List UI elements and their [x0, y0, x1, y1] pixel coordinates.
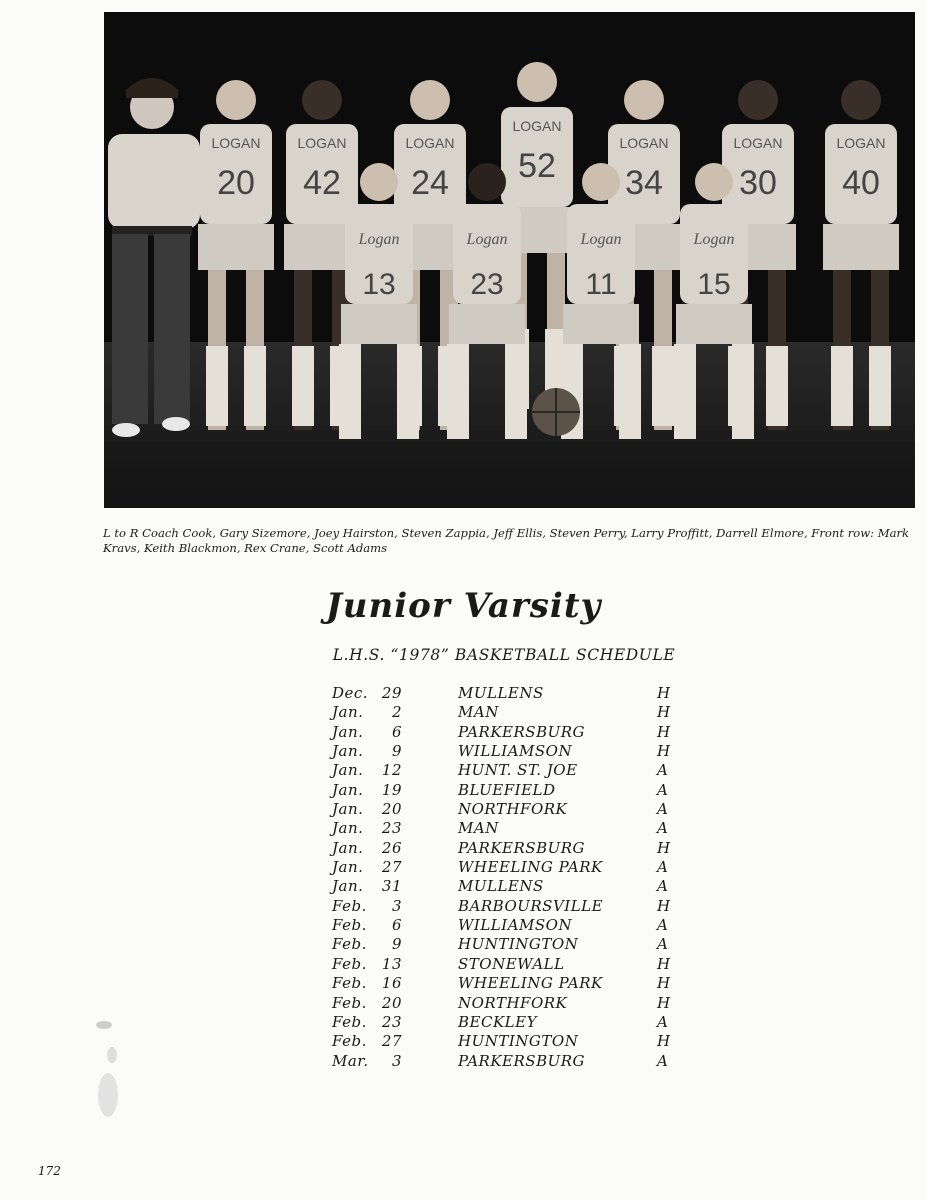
jersey-text: LOGAN	[619, 135, 669, 151]
game-opponent: PARKERSBURG	[458, 838, 586, 857]
game-month: Feb.	[332, 1032, 367, 1051]
jersey-number: 34	[625, 164, 663, 202]
jersey-text: Logan	[580, 231, 622, 248]
jersey-text: Logan	[358, 231, 400, 248]
game-month: Feb.	[332, 896, 367, 915]
game-location: A	[657, 819, 669, 838]
game-location: A	[657, 1051, 669, 1070]
basketball	[532, 388, 580, 436]
game-day: 9	[391, 742, 402, 761]
game-opponent: WHEELING PARK	[458, 858, 603, 877]
jersey-text: Logan	[693, 231, 735, 248]
game-opponent: NORTHFORK	[458, 800, 568, 819]
game-location: A	[657, 935, 669, 954]
game-month: Jan.	[332, 819, 364, 838]
jersey-number: 23	[470, 268, 504, 301]
jersey-text: LOGAN	[512, 118, 562, 134]
game-month: Jan.	[332, 800, 364, 819]
schedule-row	[330, 800, 690, 819]
schedule-row	[330, 916, 690, 935]
page-number: 172	[38, 1164, 61, 1178]
game-opponent: MULLENS	[458, 877, 544, 896]
jersey-number: 30	[739, 164, 777, 202]
game-opponent: HUNTINGTON	[458, 1032, 579, 1051]
game-location: A	[657, 780, 669, 799]
schedule-row	[330, 897, 690, 916]
game-day: 9	[391, 935, 402, 954]
game-day: 19	[381, 780, 402, 799]
jersey-number: 13	[362, 268, 396, 301]
jersey-number: 24	[411, 164, 449, 202]
schedule-row	[330, 819, 690, 838]
schedule-table	[330, 684, 690, 1071]
game-day: 31	[381, 877, 402, 896]
game-month: Jan.	[332, 722, 364, 741]
jersey-text: LOGAN	[733, 135, 783, 151]
game-location: A	[657, 877, 669, 896]
jersey-number: 20	[217, 164, 255, 202]
game-opponent: WILLIAMSON	[458, 916, 573, 935]
schedule-row	[330, 761, 690, 780]
game-location: H	[657, 722, 671, 741]
game-location: H	[657, 993, 671, 1012]
game-opponent: BECKLEY	[458, 1012, 537, 1031]
game-opponent: HUNT. ST. JOE	[458, 761, 578, 780]
game-month: Jan.	[332, 703, 364, 722]
schedule-row	[330, 742, 690, 761]
game-opponent: NORTHFORK	[458, 993, 568, 1012]
game-opponent: BARBOURSVILLE	[458, 896, 604, 915]
game-day: 12	[381, 761, 402, 780]
game-month: Jan.	[332, 877, 364, 896]
game-location: H	[657, 974, 671, 993]
schedule-heading: L.H.S. “1978” BASKETBALL SCHEDULE	[332, 646, 676, 664]
game-location: H	[657, 1032, 671, 1051]
page-smudge	[90, 1015, 130, 1130]
jersey-number: 42	[303, 164, 341, 202]
game-day: 6	[391, 722, 402, 741]
schedule-row	[330, 935, 690, 954]
schedule-row	[330, 1032, 690, 1051]
game-day: 23	[381, 819, 402, 838]
team-photo	[104, 12, 915, 508]
schedule-row	[330, 994, 690, 1013]
game-opponent: STONEWALL	[458, 954, 565, 973]
game-location: A	[657, 1012, 669, 1031]
jersey-text: LOGAN	[836, 135, 886, 151]
jersey-text: LOGAN	[405, 135, 455, 151]
jersey-text: LOGAN	[211, 135, 261, 151]
page-title: Junior Varsity	[325, 586, 602, 626]
game-month: Feb.	[332, 993, 367, 1012]
game-day: 29	[381, 684, 402, 702]
game-month: Jan.	[332, 761, 364, 780]
game-location: A	[657, 916, 669, 935]
game-opponent: WILLIAMSON	[458, 742, 573, 761]
game-location: A	[657, 858, 669, 877]
game-day: 27	[381, 858, 402, 877]
jersey-text: Logan	[466, 231, 508, 248]
game-opponent: MULLENS	[458, 684, 544, 702]
game-month: Mar.	[332, 1051, 369, 1070]
game-month: Jan.	[332, 742, 364, 761]
game-location: H	[657, 954, 671, 973]
photo-caption: L to R Coach Cook, Gary Sizemore, Joey Hairston, Steven Zappia, Jeff Ellis, Steven Perry, Larry Proffitt, Darrell Elmore, Front row: Mark Kravs, Keith Blackmon, Rex Crane, Scott Adams	[103, 526, 910, 555]
game-day: 27	[381, 1032, 402, 1051]
game-day: 13	[381, 954, 402, 973]
schedule-row	[330, 703, 690, 722]
game-opponent: BLUEFIELD	[458, 780, 556, 799]
game-opponent: WHEELING PARK	[458, 974, 603, 993]
schedule-row	[330, 839, 690, 858]
game-month: Feb.	[332, 1012, 367, 1031]
game-month: Feb.	[332, 935, 367, 954]
game-month: Jan.	[332, 780, 364, 799]
schedule-row	[330, 974, 690, 993]
game-day: 3	[391, 896, 402, 915]
game-day: 3	[391, 1051, 402, 1070]
game-location: H	[657, 684, 671, 702]
game-day: 16	[381, 974, 402, 993]
game-opponent: HUNTINGTON	[458, 935, 579, 954]
game-opponent: MAN	[458, 703, 499, 722]
game-opponent: MAN	[458, 819, 499, 838]
schedule-row	[330, 781, 690, 800]
schedule-row	[330, 877, 690, 896]
game-month: Feb.	[332, 916, 367, 935]
game-month: Jan.	[332, 838, 364, 857]
game-day: 20	[381, 993, 402, 1012]
game-location: H	[657, 896, 671, 915]
jersey-text: LOGAN	[297, 135, 347, 151]
jersey-number: 11	[585, 268, 617, 301]
game-day: 6	[391, 916, 402, 935]
schedule-row	[330, 858, 690, 877]
game-location: H	[657, 703, 671, 722]
game-location: H	[657, 838, 671, 857]
game-month: Jan.	[332, 858, 364, 877]
schedule-row	[330, 723, 690, 742]
jersey-number: 40	[842, 164, 880, 202]
game-day: 20	[381, 800, 402, 819]
game-location: H	[657, 742, 671, 761]
game-day: 23	[381, 1012, 402, 1031]
game-month: Feb.	[332, 974, 367, 993]
schedule-row	[330, 1052, 690, 1071]
game-opponent: PARKERSBURG	[458, 1051, 586, 1070]
game-day: 2	[391, 703, 402, 722]
game-day: 26	[381, 838, 402, 857]
game-location: A	[657, 761, 669, 780]
game-month: Feb.	[332, 954, 367, 973]
schedule-row	[330, 955, 690, 974]
game-location: A	[657, 800, 669, 819]
jersey-number: 52	[518, 147, 556, 185]
schedule-row	[330, 684, 690, 703]
game-month: Dec.	[332, 684, 369, 702]
jersey-number: 15	[697, 268, 731, 301]
schedule-row	[330, 1013, 690, 1032]
game-opponent: PARKERSBURG	[458, 722, 586, 741]
